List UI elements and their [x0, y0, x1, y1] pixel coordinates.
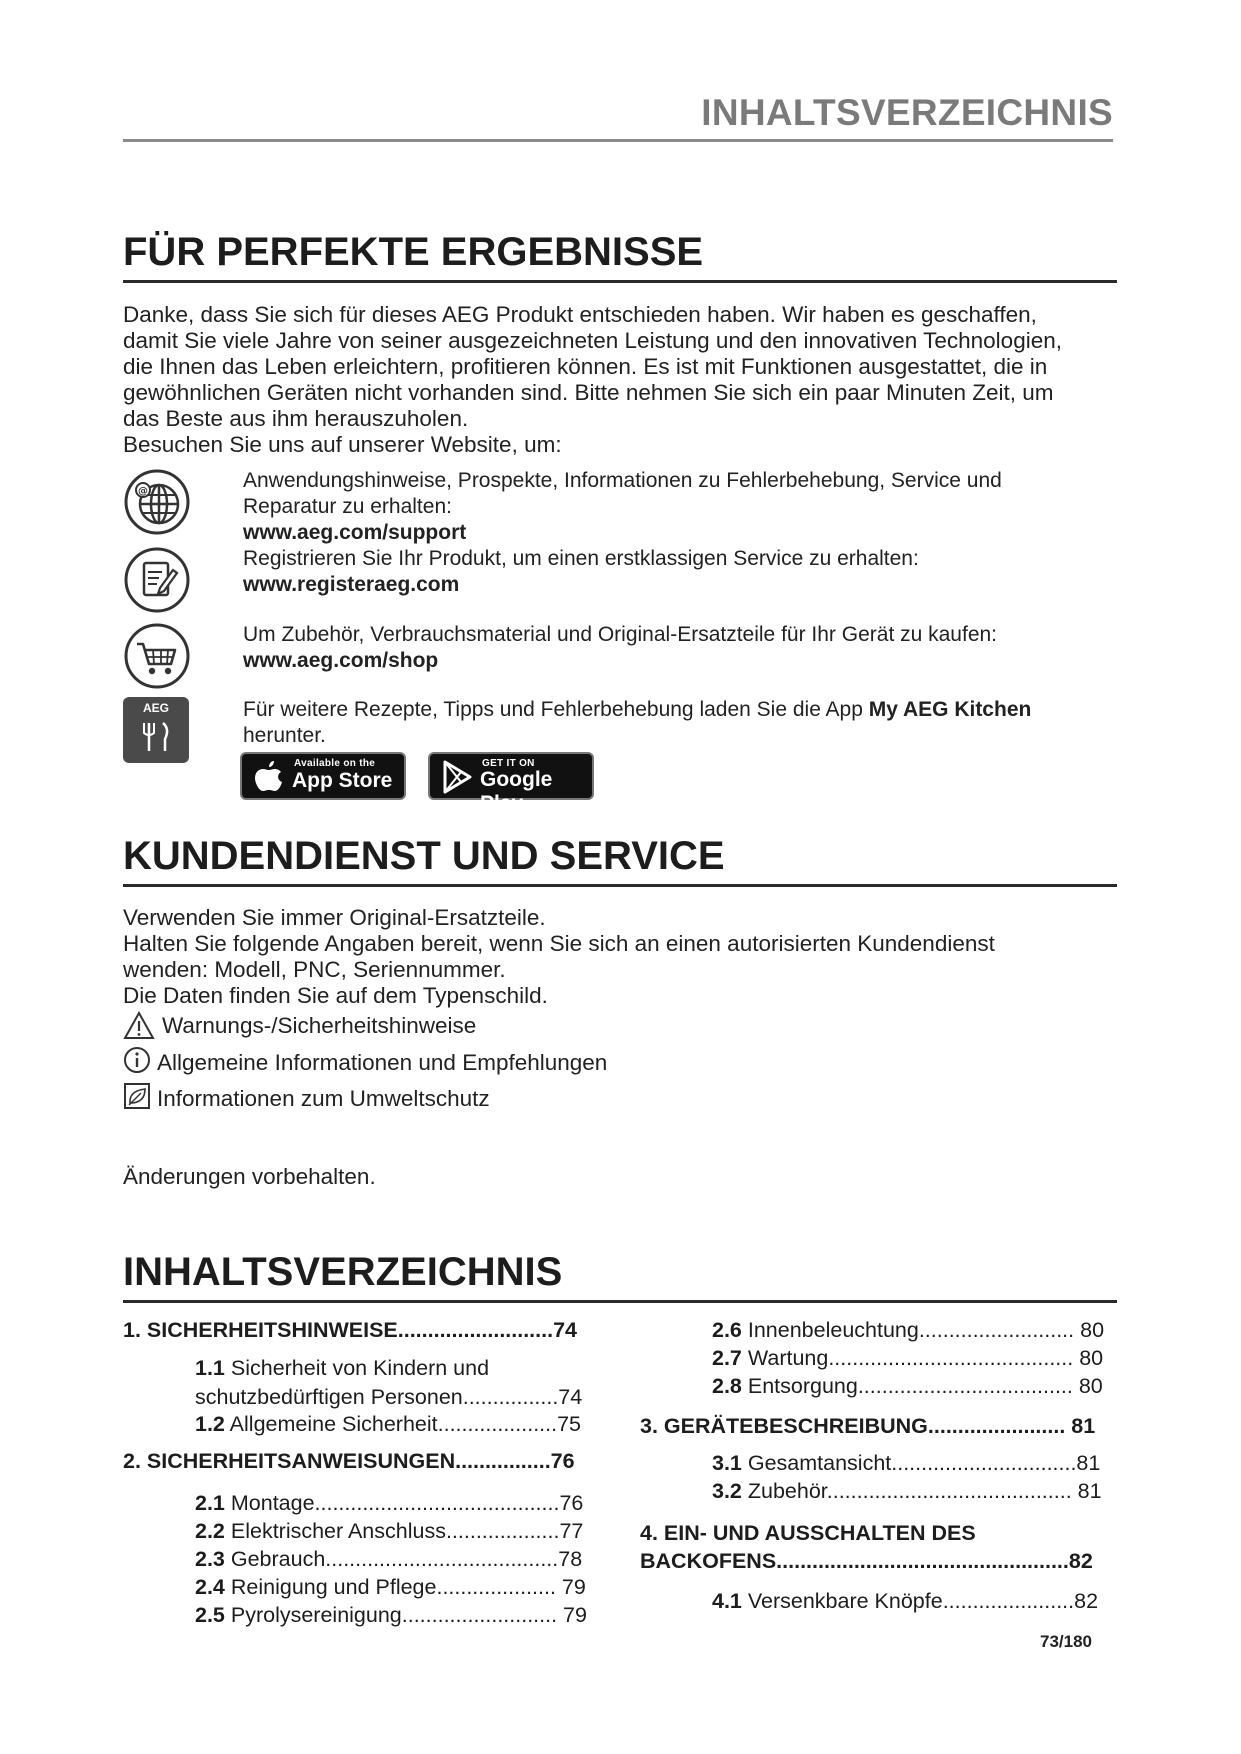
- service-line: Die Daten finden Sie auf dem Typenschild.: [123, 983, 548, 1008]
- apple-icon: [252, 757, 286, 797]
- section-title-results: FÜR PERFEKTE ERGEBNISSE: [123, 228, 1117, 283]
- toc-entry-3[interactable]: [640, 1413, 1095, 1439]
- toc-number: 2.5: [195, 1603, 225, 1627]
- app-line-1: [243, 697, 1123, 723]
- toc-number: 2.1: [195, 1491, 225, 1515]
- toc-label: Versenkbare Knöpfe......................82: [741, 1589, 1099, 1613]
- toc-label: Reinigung und Pflege.................... 79: [224, 1575, 586, 1599]
- document-pen-icon: [123, 546, 191, 614]
- toc-label: Innenbeleuchtung.......................... 80: [741, 1318, 1105, 1342]
- toc-heading: 2. SICHERHEITSANWEISUNGEN................76: [123, 1449, 575, 1473]
- globe-icon: [123, 468, 191, 536]
- service-line: Halten Sie folgende Angaben bereit, wenn Sie sich an einen autorisierten Kundendienst: [123, 931, 995, 956]
- info-icon: [123, 1046, 153, 1076]
- legend-warning-text: Warnungs-/Sicherheitshinweise: [162, 1013, 477, 1038]
- toc-heading: 4. EIN- UND AUSSCHALTEN DES: [640, 1521, 976, 1545]
- google-play-label: Google Play: [480, 768, 553, 815]
- legend-warning: [123, 1011, 723, 1041]
- register-link[interactable]: www.registeraeg.com: [243, 573, 460, 596]
- toc-label: schutzbedürftigen Personen................74: [195, 1385, 583, 1409]
- running-head: INHALTSVERZEICHNIS: [123, 92, 1113, 142]
- intro-line: Danke, dass Sie sich für dieses AEG Produkt entschieden haben. Wir haben es geschaffen,: [123, 302, 1037, 327]
- legend-info-text: Allgemeine Informationen und Empfehlungen: [157, 1050, 608, 1075]
- toc-label: Sicherheit von Kindern und: [224, 1356, 490, 1380]
- toc-label: Allgemeine Sicherheit....................75: [224, 1412, 582, 1436]
- shop-text: [243, 622, 1123, 674]
- toc-number: 2.6: [712, 1318, 742, 1342]
- app-store-small: Available on the: [294, 758, 376, 769]
- toc-label: Pyrolysereinigung.......................... 79: [224, 1603, 587, 1627]
- toc-entry-2-6[interactable]: [712, 1317, 1104, 1343]
- toc-number: 3.1: [712, 1451, 742, 1475]
- intro-line: Besuchen Sie uns auf unserer Website, um:: [123, 432, 562, 457]
- toc-label: Entsorgung.................................... 80: [741, 1374, 1103, 1398]
- service-line: wenden: Modell, PNC, Seriennummer.: [123, 957, 506, 982]
- toc-number: 4.1: [712, 1589, 742, 1613]
- toc-label: Gebrauch.......................................78: [224, 1547, 583, 1571]
- toc-number: 2.2: [195, 1519, 225, 1543]
- toc-entry-3-2[interactable]: [712, 1478, 1102, 1504]
- toc-heading: 3. GERÄTEBESCHREIBUNG....................... 81: [640, 1414, 1096, 1438]
- legend-environment-text: Informationen zum Umweltschutz: [157, 1086, 490, 1111]
- google-play-icon: [440, 757, 474, 797]
- intro-line: damit Sie viele Jahre von seiner ausgezeichneten Leistung und den innovativen Technologien,: [123, 328, 1062, 353]
- aeg-app-icon-label: AEG: [142, 701, 170, 715]
- register-line: Registrieren Sie Ihr Produkt, um einen erstklassigen Service zu erhalten:: [243, 547, 919, 570]
- shopping-cart-icon: [123, 622, 191, 690]
- toc-label: Zubehör......................................... 81: [741, 1479, 1102, 1503]
- app-store-button[interactable]: [240, 752, 406, 800]
- toc-number: 2.7: [712, 1346, 742, 1370]
- toc-number: 2.3: [195, 1547, 225, 1571]
- support-line: Anwendungshinweise, Prospekte, Informationen zu Fehlerbehebung, Service und: [243, 469, 1002, 492]
- toc-entry-2-7[interactable]: [712, 1345, 1103, 1371]
- svg-text:@: @: [138, 486, 148, 497]
- toc-entry-1-1-cont[interactable]: [195, 1384, 582, 1410]
- app-text: [243, 697, 1123, 749]
- section-title-toc: INHALTSVERZEICHNIS: [123, 1248, 1117, 1303]
- toc-label: Elektrischer Anschluss...................77: [224, 1519, 584, 1543]
- toc-entry-2-3[interactable]: [195, 1546, 582, 1572]
- toc-entry-1-2[interactable]: [195, 1411, 581, 1437]
- intro-line: gewöhnlichen Geräten nicht vorhanden sind. Bitte nehmen Sie sich ein paar Minuten Zeit, um: [123, 380, 1054, 405]
- toc-entry-2-1[interactable]: [195, 1490, 583, 1516]
- toc-label: Wartung......................................... 80: [741, 1346, 1104, 1370]
- toc-label: Montage.........................................76: [224, 1491, 584, 1515]
- toc-entry-2-5[interactable]: [195, 1602, 587, 1628]
- toc-entry-4-cont[interactable]: [640, 1548, 1093, 1574]
- app-name: My AEG Kitchen: [868, 698, 1032, 721]
- toc-label: Gesamtansicht...............................81: [741, 1451, 1101, 1475]
- toc-entry-4-1[interactable]: [712, 1588, 1098, 1614]
- changes-note: Änderungen vorbehalten.: [123, 1164, 376, 1189]
- toc-entry-2-4[interactable]: [195, 1574, 586, 1600]
- legend-environment: [123, 1082, 723, 1112]
- toc-entry-1[interactable]: [123, 1317, 577, 1343]
- legend-info: [123, 1046, 723, 1076]
- toc-heading: BACKOFENS.................................................82: [640, 1549, 1093, 1573]
- toc-number: 3.2: [712, 1479, 742, 1503]
- aeg-app-icon: [123, 697, 191, 765]
- intro-line: die Ihnen das Leben erleichtern, profitieren können. Es ist mit Funktionen ausgestattet, die in: [123, 354, 1048, 379]
- page-number: 73/180: [1040, 1632, 1092, 1651]
- support-link[interactable]: www.aeg.com/support: [243, 521, 467, 544]
- toc-entry-1-1[interactable]: [195, 1355, 489, 1381]
- intro-paragraph: [123, 302, 1123, 458]
- toc-number: 1.1: [195, 1356, 225, 1380]
- toc-entry-2-8[interactable]: [712, 1373, 1103, 1399]
- toc-number: 2.8: [712, 1374, 742, 1398]
- support-line: Reparatur zu erhalten:: [243, 495, 452, 518]
- toc-number: 1.2: [195, 1412, 225, 1436]
- toc-entry-4[interactable]: [640, 1520, 976, 1546]
- app-store-label: App Store: [292, 769, 393, 792]
- toc-number: 2.4: [195, 1575, 225, 1599]
- app-line-prefix: Für weitere Rezepte, Tipps und Fehlerbehebung laden Sie die App: [243, 698, 869, 721]
- leaf-icon: [123, 1082, 153, 1112]
- service-line: Verwenden Sie immer Original-Ersatzteile.: [123, 905, 546, 930]
- toc-entry-3-1[interactable]: [712, 1450, 1100, 1476]
- google-play-button[interactable]: [428, 752, 594, 815]
- toc-entry-2-2[interactable]: [195, 1518, 583, 1544]
- toc-heading: 1. SICHERHEITSHINWEISE..........................74: [123, 1318, 577, 1342]
- support-text: [243, 468, 1123, 546]
- shop-link[interactable]: www.aeg.com/shop: [243, 649, 439, 672]
- toc-entry-2[interactable]: [123, 1448, 575, 1474]
- shop-line: Um Zubehör, Verbrauchsmaterial und Original-Ersatzteile für Ihr Gerät zu kaufen:: [243, 623, 998, 646]
- section-title-service: KUNDENDIENST UND SERVICE: [123, 832, 1117, 887]
- app-line-2: herunter.: [243, 724, 326, 747]
- google-play-small: GET IT ON: [482, 758, 535, 769]
- register-text: [243, 546, 1123, 598]
- service-paragraph: [123, 905, 1123, 1009]
- intro-line: das Beste aus ihm herauszuholen.: [123, 406, 469, 431]
- warning-icon: [123, 1011, 155, 1041]
